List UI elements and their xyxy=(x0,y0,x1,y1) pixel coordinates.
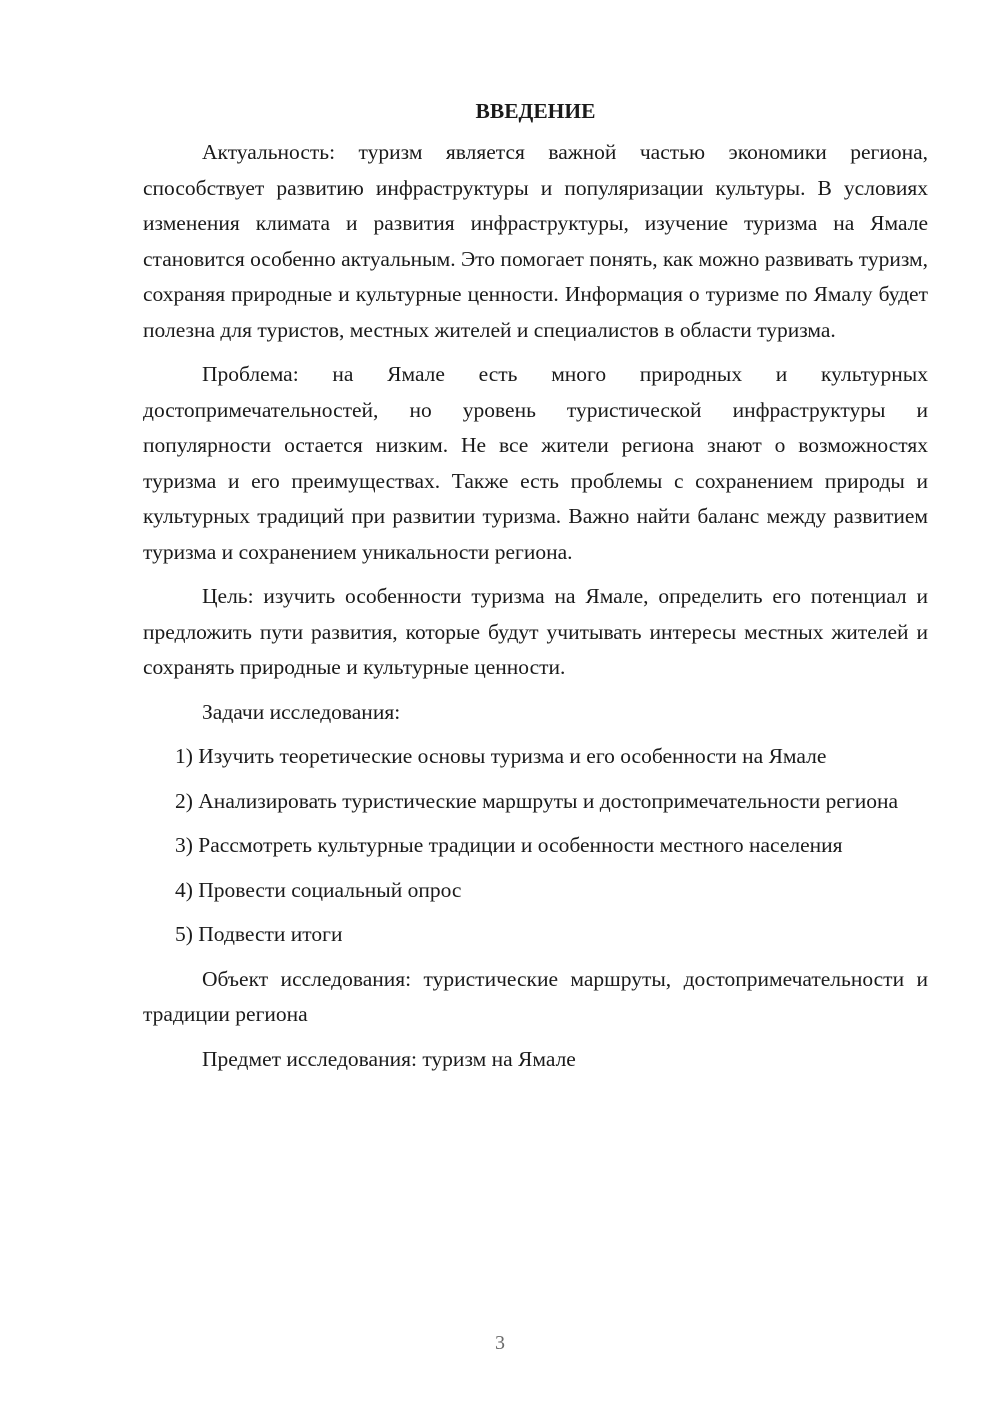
paragraph-tasks-heading: Задачи исследования: xyxy=(202,699,401,724)
task-item: 1) Изучить теоретические основы туризма и его особенности на Ямале xyxy=(175,744,827,768)
task-item: 3) Рассмотреть культурные традиции и особенности местного населения xyxy=(175,833,843,857)
paragraph-object: Объект исследования: туристические маршруты, достопримечательности и традиции региона xyxy=(143,966,928,1026)
paragraph-subject: Предмет исследования: туризм на Ямале xyxy=(202,1046,576,1071)
task-item: 2) Анализировать туристические маршруты и достопримечательности региона xyxy=(175,788,899,813)
paragraph-goal: Цель: изучить особенности туризма на Ямале, определить его потенциал и предложить пути развития, которые будут учитывать интересы местных жителей и сохранять природные и культурные ценности. xyxy=(143,584,928,679)
task-list xyxy=(143,739,928,953)
task-item: 5) Подвести итоги xyxy=(175,922,343,946)
paragraph-relevance: Актуальность: туризм является важной частью экономики региона, способствует развитию инфраструктуры и популяризации культуры. В условиях изменения климата и развития инфраструктуры, изучение туризма на Ямале становится особенно актуальным. Это помогает понять, как можно развивать туризм, сохраняя природные и культурные ценности. Информация о туризме по Ямалу будет полезна для туристов, местных жителей и специалистов в области туризма. xyxy=(143,140,928,342)
page-title: ВВЕДЕНИЕ xyxy=(475,99,596,123)
page-number: 3 xyxy=(495,1332,505,1354)
task-item: 4) Провести социальный опрос xyxy=(175,877,462,902)
document-page xyxy=(143,96,928,1086)
paragraph-problem: Проблема: на Ямале есть много природных и культурных достопримечательностей, но уровень туристической инфраструктуры и популярности остается низким. Не все жители региона знают о возможностях туризма и его преимуществах. Также есть проблемы с сохранением природы и культурных традиций при развитии туризма. Важно найти баланс между развитием туризма и сохранением уникальности региона. xyxy=(143,362,928,564)
